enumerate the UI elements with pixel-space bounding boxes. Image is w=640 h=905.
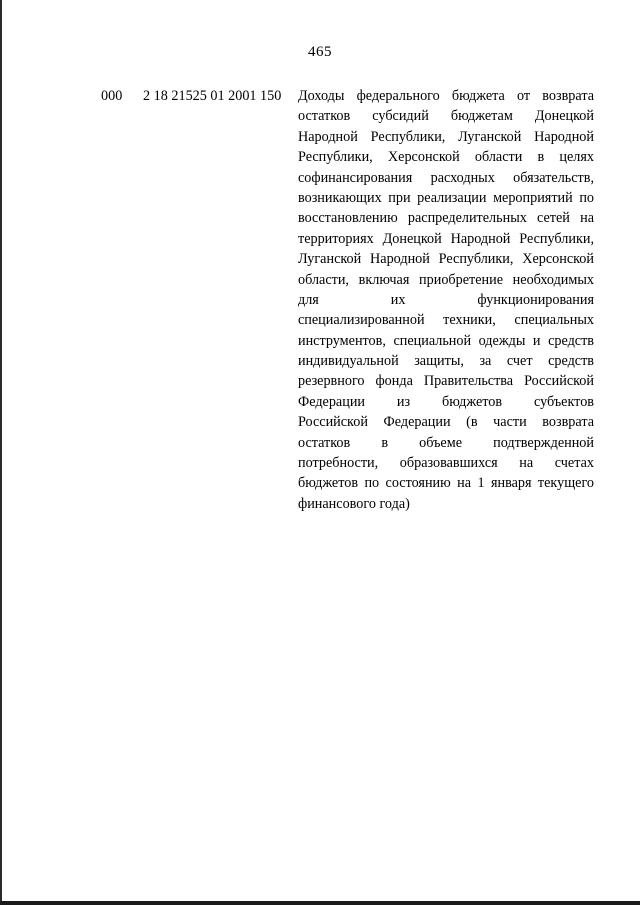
description-line: инструментов, специальной одежды и средств xyxy=(298,332,594,349)
budget-classification-code: 2 18 21525 01 2001 150 xyxy=(143,88,282,104)
description-line: Федерации из бюджетов субъектов xyxy=(298,393,594,410)
description-line: территориях Донецкой Народной Республики, xyxy=(298,230,594,247)
description-line: возникающих при реализации мероприятий по xyxy=(298,189,594,206)
description-line: Доходы федерального бюджета от возврата xyxy=(298,88,594,104)
description-line: остатков в объеме подтвержденной xyxy=(298,434,594,451)
description-line: области, включая приобретение необходимых xyxy=(298,271,594,288)
description-line: остатков субсидий бюджетам Донецкой xyxy=(298,108,594,125)
description-line: Луганской Народной Республики, Херсонской xyxy=(298,251,594,268)
page-number: 465 xyxy=(308,44,332,60)
administrator-code: 000 xyxy=(101,88,123,104)
description-line: резервного фонда Правительства Российской xyxy=(298,373,594,390)
description-line: Республики, Херсонской области в целях xyxy=(298,149,594,166)
description-line: бюджетов по состоянию на 1 января текущего xyxy=(298,475,594,492)
description-line: потребности, образовавшихся на счетах xyxy=(298,455,594,472)
description-line: восстановлению распределительных сетей на xyxy=(298,210,594,227)
description-line: софинансирования расходных обязательств, xyxy=(298,169,594,186)
description-line: для их функционирования xyxy=(298,291,594,308)
scan-bottom-edge xyxy=(0,901,640,905)
description-line: индивидуальной защиты, за счет средств xyxy=(298,353,594,370)
entry-description xyxy=(298,86,594,514)
description-line: финансового года) xyxy=(298,495,410,512)
description-line: специализированной техники, специальных xyxy=(298,312,594,329)
description-line: Российской Федерации (в части возврата xyxy=(298,414,594,431)
description-line: Народной Республики, Луганской Народной xyxy=(298,128,594,145)
budget-code-entry xyxy=(0,86,640,526)
